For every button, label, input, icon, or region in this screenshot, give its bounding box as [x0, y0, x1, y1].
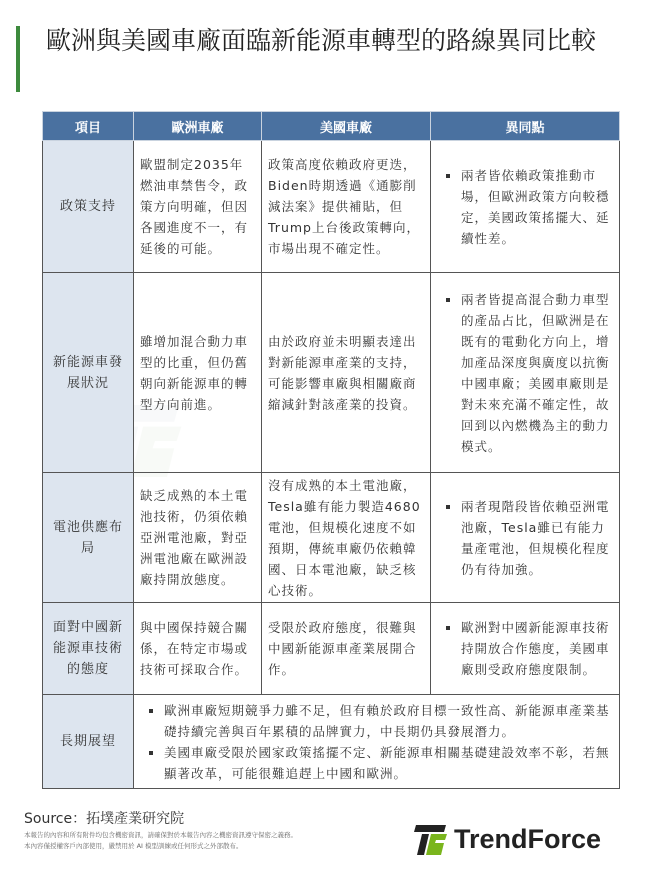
row-diff	[431, 603, 620, 695]
row-eu: 與中國保持競合關係，在特定市場或技術可採取合作。	[134, 603, 262, 695]
header-item: 項目	[43, 112, 134, 141]
row-us: 受限於政府態度，很難與中國新能源車產業展開合作。	[262, 603, 431, 695]
comparison-table	[42, 111, 620, 789]
disclaimer-line: 本內容僅授權客戶內部使用，嚴禁用於 AI 模型訓練或任何形式之外部散布。	[24, 842, 243, 850]
table-row-outlook	[43, 695, 620, 789]
row-item: 政策支持	[43, 141, 134, 273]
outlook-point: ▪ 歐洲車廠短期競爭力雖不足，但有賴於政府目標一致性高、新能源車產業基礎持續完善與百年累積的品牌實力，中長期仍具發展潛力。	[164, 700, 613, 742]
table-row	[43, 603, 620, 695]
diff-point: ▪ 歐洲對中國新能源車技術持開放合作態度，美國車廠則受政府態度限制。	[461, 617, 613, 680]
page-title: 歐洲與美國車廠面臨新能源車轉型的路線異同比較	[46, 26, 597, 55]
header-us: 美國車廠	[262, 112, 431, 141]
title-accent-bar	[16, 26, 20, 92]
row-item: 新能源車發展狀況	[43, 273, 134, 473]
trendforce-logo	[414, 824, 601, 855]
disclaimer-line: 本報告的內容和所有附件均包含機密資訊，請確保對於本報告內容之機密資訊遵守保密之義務。	[24, 831, 297, 839]
row-eu: 缺乏成熟的本土電池技術，仍須依賴亞洲電池廠，對亞洲電池廠在歐洲設廠持開放態度。	[134, 473, 262, 603]
table-row	[43, 141, 620, 273]
table-row	[43, 273, 620, 473]
outlook-cell	[134, 695, 620, 789]
table-header	[43, 112, 620, 141]
diff-point: ▪ 兩者皆提高混合動力車型的產品占比，但歐洲是在既有的電動化方向上，增加產品深度與廣度以抗衡中國車廠；美國車廠則是對未來充滿不確定性，故回到以內燃機為主的動力模式。	[461, 289, 613, 457]
trendforce-logo-icon	[414, 825, 448, 855]
row-item: 長期展望	[43, 695, 134, 789]
row-eu: 雖增加混合動力車型的比重，但仍舊朝向新能源車的轉型方向前進。	[134, 273, 262, 473]
diff-point: ▪ 兩者現階段皆依賴亞洲電池廠，Tesla雖已有能力量產電池，但規模化程度仍有待加強。	[461, 496, 613, 580]
row-item: 面對中國新能源車技術的態度	[43, 603, 134, 695]
row-diff	[431, 141, 620, 273]
row-eu: 歐盟制定2035年燃油車禁售令，政策方向明確，但因各國進度不一，有延後的可能。	[134, 141, 262, 273]
header-diff: 異同點	[431, 112, 620, 141]
row-us: 政策高度依賴政府更迭，Biden時期透過《通膨削減法案》提供補貼，但Trump上台後政策轉向，市場出現不確定性。	[262, 141, 431, 273]
header-eu: 歐洲車廠	[134, 112, 262, 141]
source-note: Source：拓墣產業研究院	[24, 811, 185, 827]
outlook-point: ▪ 美國車廠受限於國家政策搖擺不定、新能源車相關基礎建設效率不彰，若無顯著改革，可能很難追趕上中國和歐洲。	[164, 742, 613, 784]
row-diff	[431, 273, 620, 473]
row-item: 電池供應布局	[43, 473, 134, 603]
row-us: 沒有成熟的本土電池廠，Tesla雖有能力製造4680電池，但規模化速度不如預期，傳統車廠仍依賴韓國、日本電池廠，缺乏核心技術。	[262, 473, 431, 603]
logo-text: TrendForce	[454, 824, 602, 854]
row-us: 由於政府並未明顯表達出對新能源車產業的支持，可能影響車廠與相關廠商縮減針對該產業的投資。	[262, 273, 431, 473]
disclaimer	[24, 830, 297, 852]
row-diff	[431, 473, 620, 603]
diff-point: ▪ 兩者皆依賴政策推動市場，但歐洲政策方向較穩定，美國政策搖擺大、延續性差。	[461, 165, 613, 249]
table-row	[43, 473, 620, 603]
